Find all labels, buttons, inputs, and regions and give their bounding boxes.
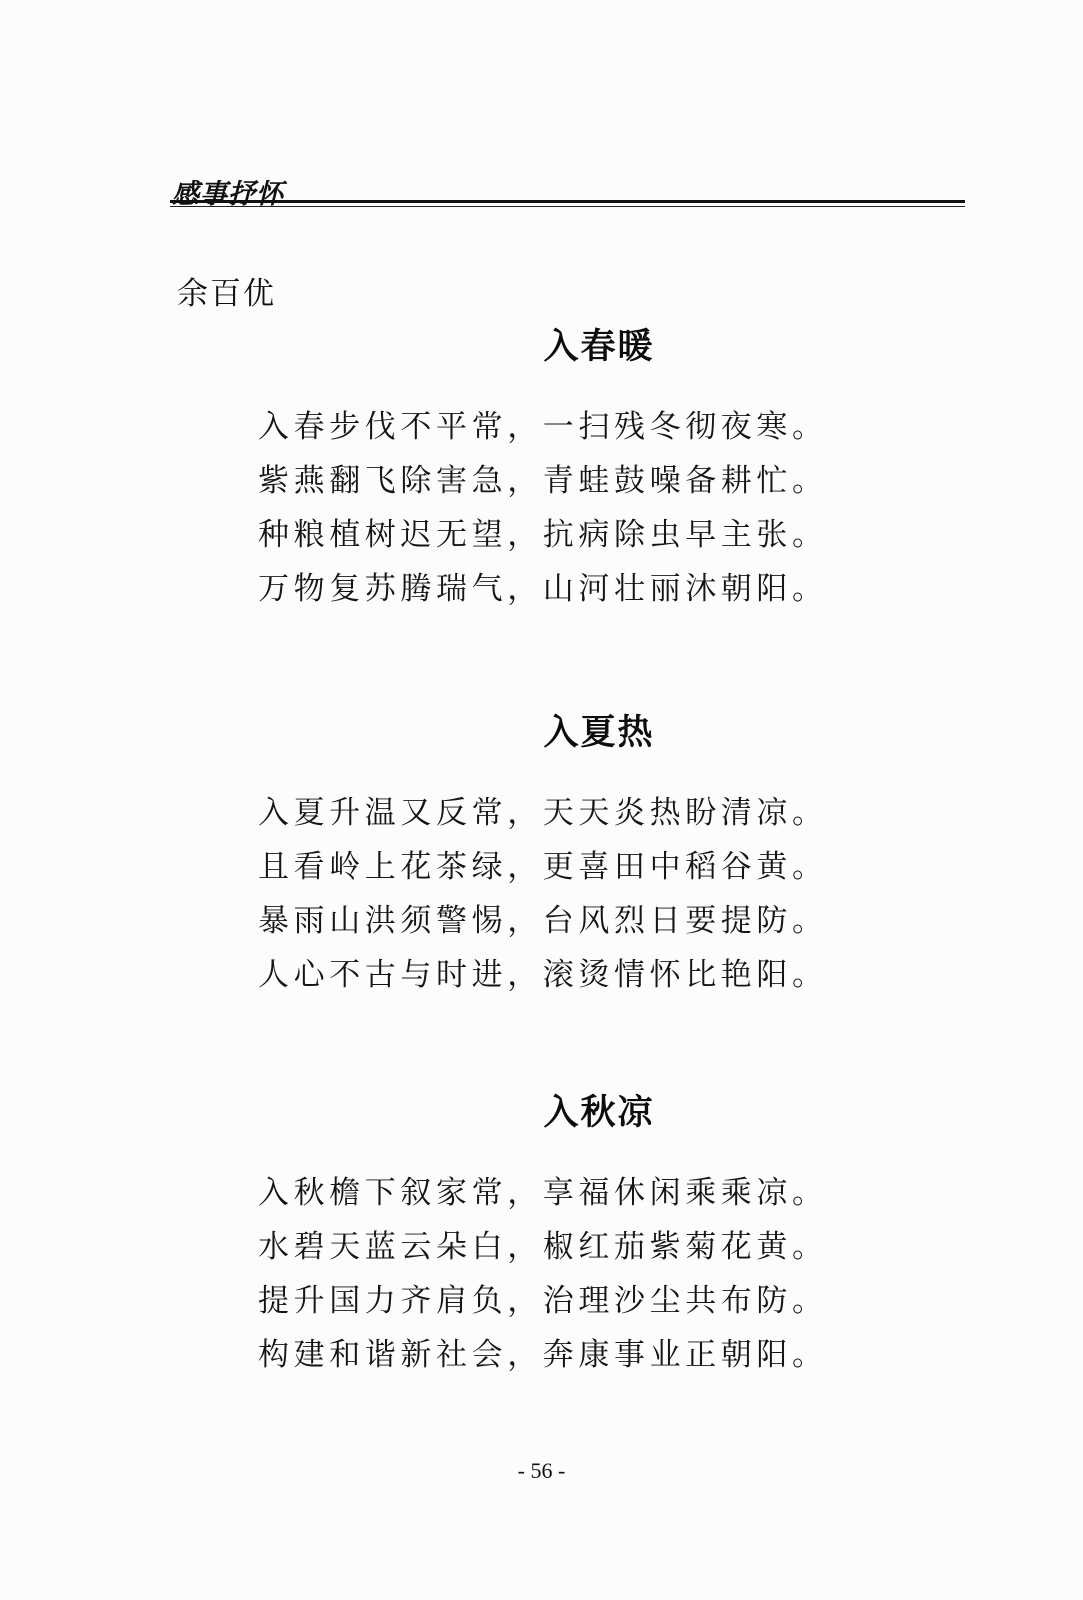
poem-lines — [258, 786, 898, 1002]
poem-title: 入春暖 — [543, 326, 655, 367]
poem-autumn — [258, 1088, 898, 1382]
author-name: 余百优 — [177, 276, 276, 312]
poem-spring — [258, 322, 898, 616]
poem-line: 入夏升温又反常，天天炎热盼清凉。 — [258, 795, 828, 831]
poem-line: 种粮植树迟无望，抗病除虫早主张。 — [258, 517, 828, 553]
poem-line: 且看岭上花茶绿，更喜田中稻谷黄。 — [258, 849, 828, 885]
section-header: 感事抒怀 — [172, 179, 284, 210]
poem-line: 万物复苏腾瑞气，山河壮丽沐朝阳。 — [258, 571, 828, 607]
poem-line: 入秋檐下叙家常，享福休闲乘乘凉。 — [258, 1175, 828, 1211]
poem-line: 紫燕翻飞除害急，青蛙鼓噪备耕忙。 — [258, 463, 828, 499]
poem-lines — [258, 1166, 898, 1382]
page-number: - 56 - — [517, 1458, 566, 1483]
poem-summer — [258, 708, 898, 1002]
poem-title: 入夏热 — [543, 712, 655, 753]
poem-line: 构建和谐新社会，奔康事业正朝阳。 — [258, 1337, 828, 1373]
poem-line: 水碧天蓝云朵白，椒红茄紫菊花黄。 — [258, 1229, 828, 1265]
poem-title: 入秋凉 — [543, 1092, 655, 1133]
poem-line: 暴雨山洪须警惕，台风烈日要提防。 — [258, 903, 828, 939]
poem-lines — [258, 400, 898, 616]
header-rule-thin — [170, 206, 965, 207]
poem-line: 入春步伐不平常，一扫残冬彻夜寒。 — [258, 409, 828, 445]
header-rule — [170, 200, 965, 203]
poem-line: 人心不古与时进，滚烫情怀比艳阳。 — [258, 957, 828, 993]
poem-line: 提升国力齐肩负，治理沙尘共布防。 — [258, 1283, 828, 1319]
